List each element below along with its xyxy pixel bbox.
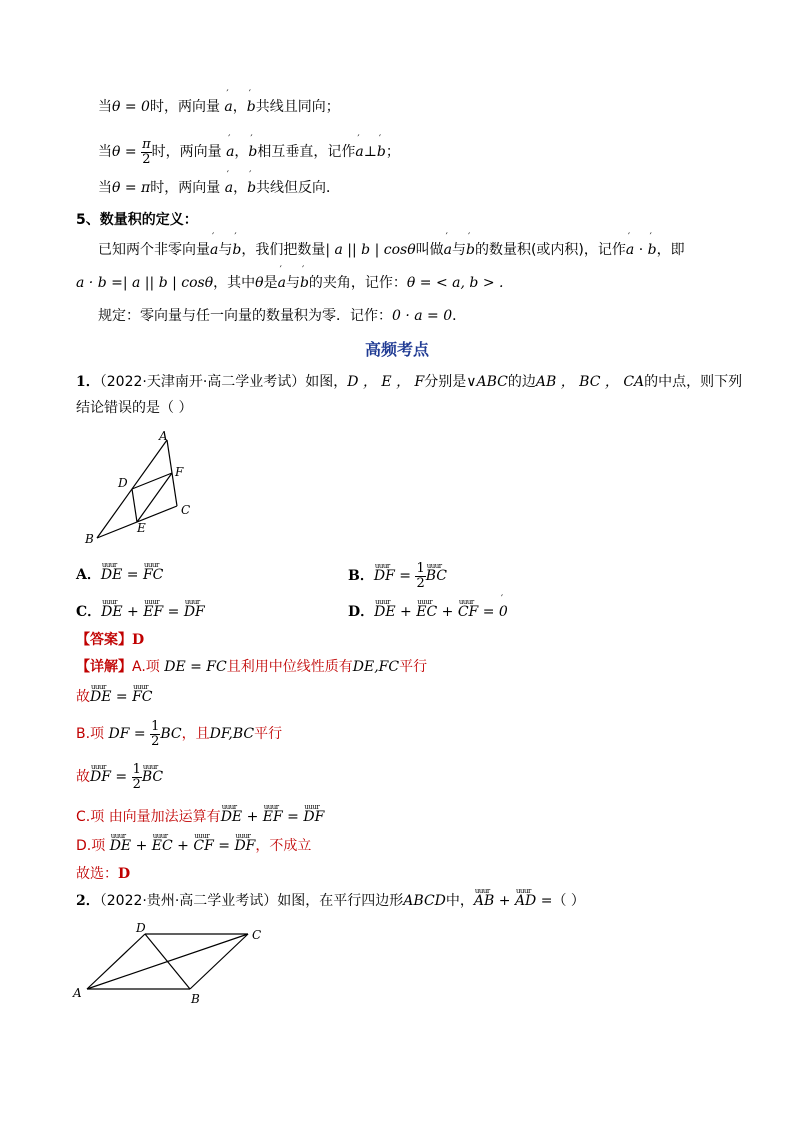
definition-line-2: a · b =| a || b | cosθ，其中θ是′ a与′ b的夹角，记作：θ = < a, b > . <box>76 273 503 293</box>
section-heading: 高频考点 <box>364 340 429 359</box>
vertex-label-f: F <box>175 465 184 479</box>
q1-option-b[interactable]: B．uuur DF = $\frac{1}{2}$ uuur BC <box>348 561 447 591</box>
diagonal-bd <box>145 934 190 989</box>
edge-bc <box>190 934 248 989</box>
zero-rule-formula: 0 · a = 0 <box>392 308 453 324</box>
vertex-label-d: D <box>136 921 146 935</box>
q1-answer: 【答案】D <box>76 632 145 648</box>
q1-detail-b-conclusion: 故uuur DF = $\frac{1}{2}$ uuur BC <box>76 761 163 793</box>
edge-da <box>87 934 145 989</box>
q1-detail-b: B.项 DF = $\frac{1}{2}$ BC，且DF,BC平行 <box>76 718 283 749</box>
q1-number: 1． <box>76 374 100 390</box>
q1-detail-a-conclusion: 故uuur DE = uuur FC <box>76 687 153 707</box>
case-zero-line: 当θ = 0时，两向量 ′ a，′ b共线且同向； <box>98 97 340 117</box>
q1-option-d[interactable]: D．uuur DE + uuur EC + uuur CF = ′ 0 <box>348 602 508 622</box>
edge-de <box>132 489 137 522</box>
vector-a: ′ a <box>225 178 233 198</box>
vertex-label-e: E <box>137 521 146 535</box>
q1-detail-d: D.项 uuur DE + uuur EC + uuur CF = uuur DF，不成立 <box>76 836 311 856</box>
zero-vector-rule: 规定：零向量与任一向量的数量积为零．记作：0 · a = 0． <box>98 308 467 324</box>
vector-b: ′ b <box>248 135 257 169</box>
definition-title: 5、数量积的定义： <box>76 212 198 228</box>
q1-option-a[interactable]: A．uuur DE = uuur FC <box>76 565 163 585</box>
vertex-label-a: A <box>159 429 168 443</box>
vector-b: ′ b <box>377 135 386 169</box>
angle-notation: θ = < a, b > . <box>406 275 504 291</box>
pi-over-2-fraction: $\frac{\pi}{2}$ <box>142 136 151 167</box>
definition-line-1: 已知两个非零向量′ a与′ b，我们把数量| a || b | cosθ叫做′ a与′ b的数量积(或内积)，记作′ a · ′ b，即 <box>98 240 685 260</box>
q1-stem-line-1: 1．（2022·天津南开·高二学业考试）如图，D ， E ， F分别是∨ABC的边AB ， BC ， CA的中点，则下列 <box>76 374 743 390</box>
vertex-label-c: C <box>181 503 191 517</box>
case-pi-line: 当θ = π时，两向量 ′ a，′ b共线但反向． <box>98 178 340 198</box>
q1-triangle-figure <box>80 426 200 548</box>
vector-a: ′ a <box>355 135 363 169</box>
dot-product-formula: | a || b | cosθ <box>325 242 416 258</box>
q2-stem: 2．（2022·贵州·高二学业考试）如图，在平行四边形ABCD中，uuur AB + uuur AD =（ ） <box>76 891 585 911</box>
q1-detail-c: C.项 由向量加法运算有uuur DE + uuur EF = uuur DF <box>76 807 324 827</box>
vector-b: ′ b <box>247 97 256 117</box>
dot-product-equation: a · b =| a || b | cosθ <box>76 275 214 291</box>
vertex-label-c: C <box>252 928 262 942</box>
q1-source: （2022·天津南开·高二学业考试） <box>99 374 306 390</box>
vector-a: ′ a <box>224 97 232 117</box>
q1-option-c[interactable]: C．uuur DE + uuur EF = uuur DF <box>76 602 205 622</box>
q2-source: （2022·贵州·高二学业考试） <box>99 893 278 909</box>
case-perpendicular-line: 当θ = $\frac{\pi}{2}$ 时，两向量 ′ a，′ b相互垂直，记作′ a⊥′ b； <box>98 135 400 169</box>
vertex-label-d: D <box>118 476 128 490</box>
vertex-label-b: B <box>191 992 200 1005</box>
q2-parallelogram-figure <box>70 920 280 1005</box>
vector-b: ′ b <box>247 178 256 198</box>
vertex-label-a: A <box>73 986 82 1000</box>
q2-number: 2． <box>76 893 100 909</box>
vertex-label-b: B <box>85 532 94 546</box>
q1-detail-a: 【详解】A.项 DE = FC且利用中位线性质有DE,FC平行 <box>76 659 428 675</box>
q1-choice: 故选：D <box>76 866 131 882</box>
q1-stem-line-2: 结论错误的是（ ） <box>76 400 193 416</box>
vector-a: ′ a <box>226 135 234 169</box>
